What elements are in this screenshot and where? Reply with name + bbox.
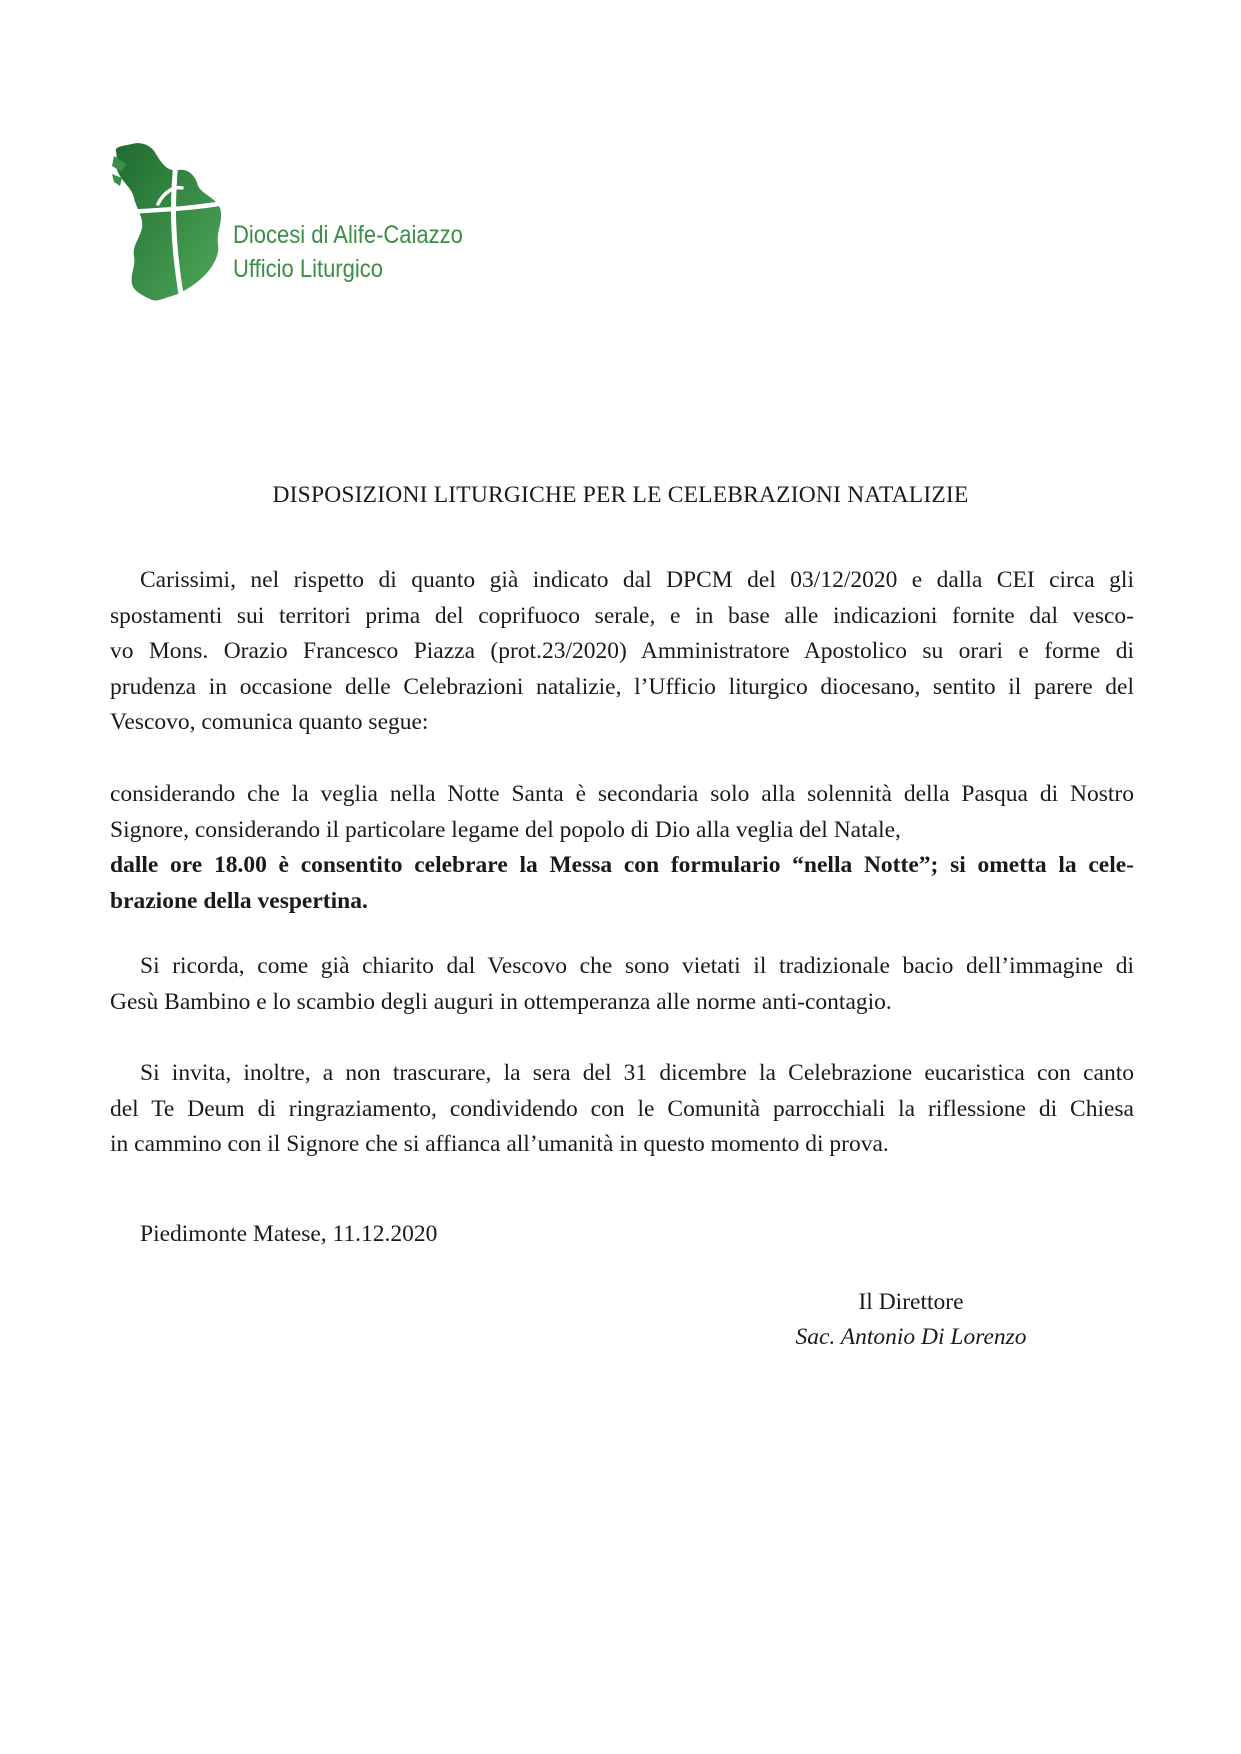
paragraph-reminder [110, 949, 1134, 1020]
text-line: Carissimi, nel rispetto di quanto già indicato dal DPCM del 03/12/2020 e dalla CEI circa gli [140, 567, 1134, 593]
org-diocese-name: Diocesi di Alife-Caiazzo [233, 221, 463, 249]
text-line: Si invita, inoltre, a non trascurare, la sera del 31 dicembre la Celebrazione eucaristica con canto [140, 1060, 1134, 1086]
signature-name: Sac. Antonio Di Lorenzo [795, 1324, 1027, 1350]
text-line: considerando che la veglia nella Notte Santa è secondaria solo alla solennità della Pasqua di Nostro [110, 781, 1134, 807]
text-line: Signore, considerando il particolare legame del popolo di Dio alla veglia del Natale, [110, 816, 901, 843]
paragraph-intro [110, 563, 1134, 741]
text-line: Vescovo, comunica quanto segue: [110, 709, 429, 735]
document-title: DISPOSIZIONI LITURGICHE PER LE CELEBRAZIONI NATALIZIE [272, 482, 969, 508]
paragraph-invitation [110, 1056, 1134, 1163]
bold-text-line: dalle ore 18.00 è consentito celebrare la Messa con formulario “nella Notte”; si ometta la cele- [110, 852, 1134, 878]
text-line: in cammino con il Signore che si affianca all’umanità in questo momento di prova. [110, 1131, 889, 1157]
text-line: Si ricorda, come già chiarito dal Vescovo che sono vietati il tradizionale bacio dell’immagine di [140, 953, 1134, 979]
text-line: Gesù Bambino e lo scambio degli auguri in ottemperanza alle norme anti-contagio. [110, 988, 892, 1015]
signature-title: Il Direttore [858, 1289, 964, 1315]
place-date: Piedimonte Matese, 11.12.2020 [140, 1221, 438, 1247]
diocese-map-cross-icon [112, 142, 242, 304]
text-line: spostamenti sui territori prima del coprifuoco serale, e in base alle indicazioni fornite dal vesco- [110, 602, 1134, 629]
bold-text-line: brazione della vespertina. [110, 887, 368, 914]
text-line: del Te Deum di ringraziamento, condividendo con le Comunità parrocchiali la riflessione di Chiesa [110, 1095, 1134, 1122]
text-line: prudenza in occasione delle Celebrazioni natalizie, l’Ufficio liturgico diocesano, sentito il parere del [110, 673, 1134, 700]
org-office-name: Ufficio Liturgico [233, 255, 383, 283]
text-line: vo Mons. Orazio Francesco Piazza (prot.23/2020) Amministratore Apostolico su orari e forme di [110, 638, 1134, 664]
organization-name [233, 218, 463, 286]
signature-block [786, 1285, 1036, 1355]
paragraph-vigil [110, 777, 1134, 919]
